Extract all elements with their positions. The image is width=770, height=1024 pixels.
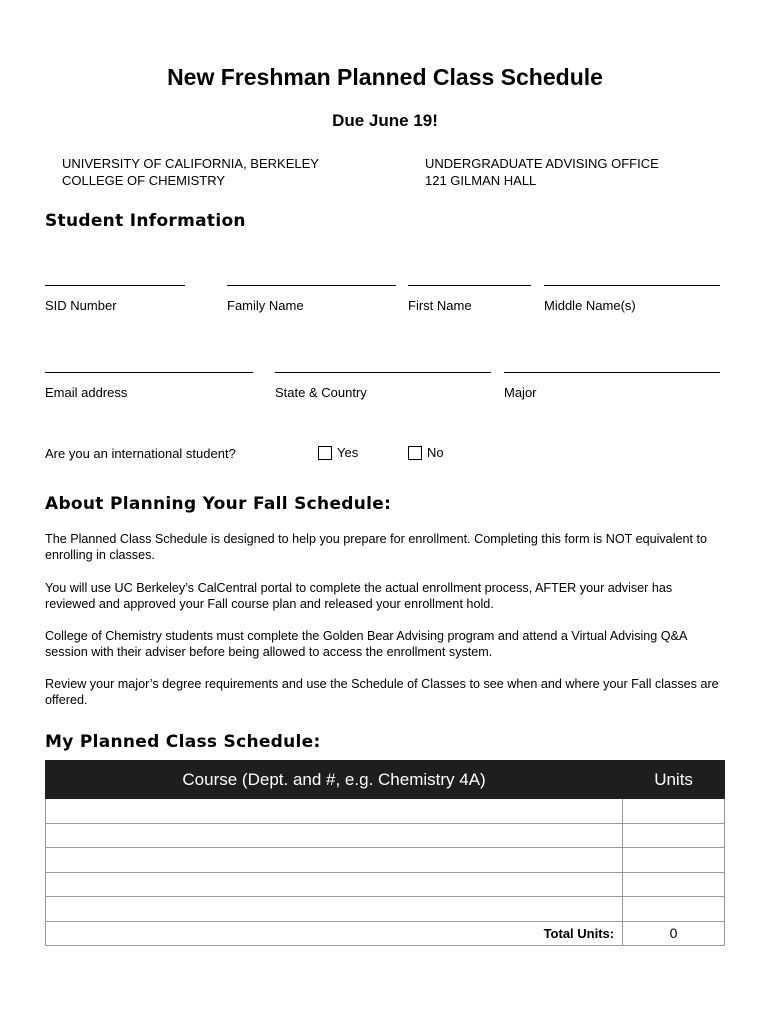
total-row bbox=[46, 921, 725, 945]
course-input[interactable] bbox=[46, 873, 622, 897]
about-paragraph-3: College of Chemistry students must complete the Golden Bear Advising program and attend a Virtual Advising Q&A session with their adviser before being allowed to access the enrollment system. bbox=[45, 629, 687, 659]
schedule-header-row bbox=[46, 761, 725, 799]
state-country-field[interactable] bbox=[275, 372, 491, 400]
office-block bbox=[425, 155, 659, 189]
email-label: Email address bbox=[45, 385, 128, 400]
international-question: Are you an international student? bbox=[45, 446, 236, 461]
total-units-value: 0 bbox=[623, 921, 725, 945]
college-name: COLLEGE OF CHEMISTRY bbox=[62, 173, 226, 188]
total-units-label: Total Units: bbox=[46, 921, 623, 945]
units-input[interactable] bbox=[623, 799, 724, 823]
major-field[interactable] bbox=[504, 372, 720, 400]
sid-field[interactable] bbox=[45, 285, 185, 313]
units-cell[interactable] bbox=[623, 823, 725, 848]
major-label: Major bbox=[504, 385, 537, 400]
email-line[interactable] bbox=[45, 372, 253, 373]
sid-label: SID Number bbox=[45, 298, 117, 313]
course-cell[interactable] bbox=[46, 823, 623, 848]
yes-label: Yes bbox=[337, 445, 359, 460]
about-paragraph-4: Review your major’s degree requirements and use the Schedule of Classes to see when and where your Fall classes are offered. bbox=[45, 677, 719, 707]
middle-name-line[interactable] bbox=[544, 285, 720, 286]
family-name-field[interactable] bbox=[227, 285, 396, 313]
units-cell[interactable] bbox=[623, 872, 725, 897]
course-input[interactable] bbox=[46, 799, 622, 823]
schedule-heading: My Planned Class Schedule: bbox=[45, 732, 321, 752]
units-input[interactable] bbox=[623, 824, 724, 848]
course-cell[interactable] bbox=[46, 897, 623, 922]
table-row bbox=[46, 897, 725, 922]
university-name: UNIVERSITY OF CALIFORNIA, BERKELEY bbox=[62, 156, 319, 171]
international-yes-option[interactable] bbox=[318, 445, 358, 460]
course-cell[interactable] bbox=[46, 848, 623, 873]
institution-block bbox=[62, 155, 319, 189]
first-name-line[interactable] bbox=[408, 285, 531, 286]
first-name-label: First Name bbox=[408, 298, 472, 313]
page-title: New Freshman Planned Class Schedule bbox=[167, 64, 603, 90]
units-cell[interactable] bbox=[623, 848, 725, 873]
course-input[interactable] bbox=[46, 897, 622, 921]
about-heading: About Planning Your Fall Schedule: bbox=[45, 494, 392, 514]
course-input[interactable] bbox=[46, 824, 622, 848]
family-name-line[interactable] bbox=[227, 285, 396, 286]
due-date: Due June 19! bbox=[332, 111, 438, 130]
office-address: 121 GILMAN HALL bbox=[425, 173, 537, 188]
units-input[interactable] bbox=[623, 873, 724, 897]
table-row bbox=[46, 799, 725, 824]
email-field[interactable] bbox=[45, 372, 253, 400]
yes-checkbox[interactable] bbox=[318, 446, 332, 460]
course-column-header: Course (Dept. and #, e.g. Chemistry 4A) bbox=[46, 761, 623, 799]
student-info-heading: Student Information bbox=[45, 211, 246, 231]
state-country-label: State & Country bbox=[275, 385, 367, 400]
course-cell[interactable] bbox=[46, 799, 623, 824]
major-line[interactable] bbox=[504, 372, 720, 373]
units-input[interactable] bbox=[623, 897, 724, 921]
units-cell[interactable] bbox=[623, 799, 725, 824]
state-country-line[interactable] bbox=[275, 372, 491, 373]
middle-name-field[interactable] bbox=[544, 285, 720, 313]
no-label: No bbox=[427, 445, 444, 460]
units-input[interactable] bbox=[623, 848, 724, 872]
table-row bbox=[46, 848, 725, 873]
table-row bbox=[46, 872, 725, 897]
sid-line[interactable] bbox=[45, 285, 185, 286]
table-row bbox=[46, 823, 725, 848]
about-paragraph-1: The Planned Class Schedule is designed to help you prepare for enrollment. Completing this form is NOT equivalent to enrolling in classes. bbox=[45, 532, 707, 562]
middle-name-label: Middle Name(s) bbox=[544, 298, 636, 313]
about-paragraph-2: You will use UC Berkeley’s CalCentral portal to complete the actual enrollment process, AFTER your adviser has reviewed and approved your Fall course plan and released your enrollment hold. bbox=[45, 581, 673, 611]
first-name-field[interactable] bbox=[408, 285, 531, 313]
schedule-table bbox=[45, 760, 725, 946]
units-cell[interactable] bbox=[623, 897, 725, 922]
international-no-option[interactable] bbox=[408, 445, 444, 460]
no-checkbox[interactable] bbox=[408, 446, 422, 460]
course-cell[interactable] bbox=[46, 872, 623, 897]
family-name-label: Family Name bbox=[227, 298, 304, 313]
course-input[interactable] bbox=[46, 848, 622, 872]
office-name: UNDERGRADUATE ADVISING OFFICE bbox=[425, 156, 659, 171]
units-column-header: Units bbox=[623, 761, 725, 799]
